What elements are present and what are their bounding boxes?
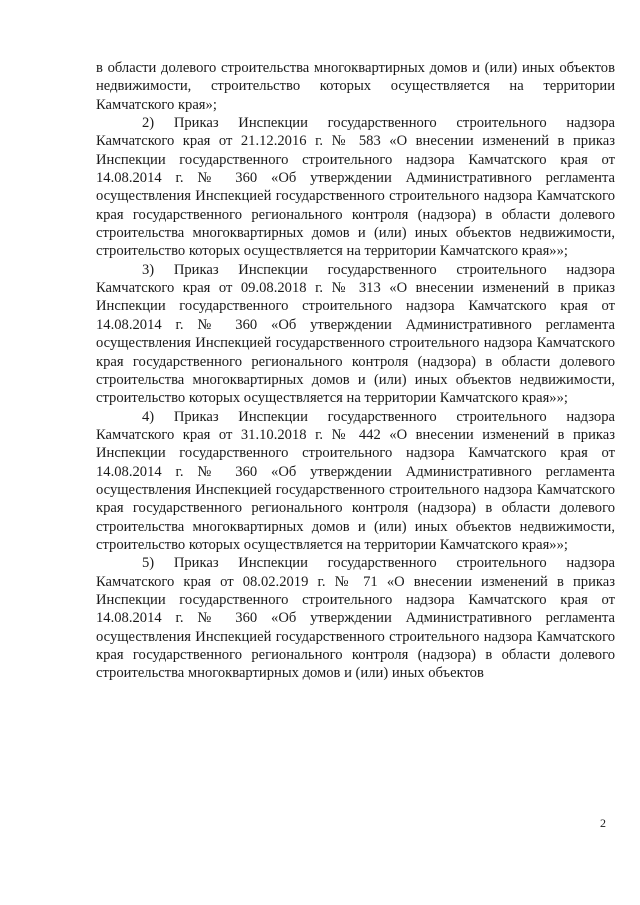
paragraph-item-5: 5) Приказ Инспекции государственного строительного надзора Камчатского края от 08.02.2019 г. № 71 «О внесении изменений в приказ Инспекции государственного строительного надзора Камчатского края от 14.08.2014 г. № 360 «Об утверждении Административного регламента осуществления Инспекцией государственного строительного надзора Камчатского края государственного регионального контроля (надзора) в области долевого строительства многоквартирных домов и (или) иных объектов — [96, 555, 615, 682]
paragraph-continuation: в области долевого строительства многоквартирных домов и (или) иных объектов недвижимости, строительство которых осуществляется на территории Камчатского края»; — [96, 60, 615, 113]
paragraph-item-3: 3) Приказ Инспекции государственного строительного надзора Камчатского края от 09.08.2018 г. № 313 «О внесении изменений в приказ Инспекции государственного строительного надзора Камчатского края от 14.08.2014 г. № 360 «Об утверждении Административного регламента осуществления Инспекцией государственного строительного надзора Камчатского края государственного регионального контроля (надзора) в области долевого строительства многоквартирных домов и (или) иных объектов недвижимости, строительство которых осуществляется на территории Камчатского края»»; — [96, 261, 615, 407]
document-body — [96, 59, 615, 683]
page-number: 2 — [600, 816, 606, 830]
paragraph-item-4: 4) Приказ Инспекции государственного строительного надзора Камчатского края от 31.10.2018 г. № 442 «О внесении изменений в приказ Инспекции государственного строительного надзора Камчатского края от 14.08.2014 г. № 360 «Об утверждении Административного регламента осуществления Инспекцией государственного строительного надзора Камчатского края государственного регионального контроля (надзора) в области долевого строительства многоквартирных домов и (или) иных объектов недвижимости, строительство которых осуществляется на территории Камчатского края»»; — [96, 408, 615, 553]
paragraph-item-2: 2) Приказ Инспекции государственного строительного надзора Камчатского края от 21.12.2016 г. № 583 «О внесении изменений в приказ Инспекции государственного строительного надзора Камчатского края от 14.08.2014 г. № 360 «Об утверждении Административного регламента осуществления Инспекцией государственного строительного надзора Камчатского края государственного регионального контроля (надзора) в области долевого строительства многоквартирных домов и (или) иных объектов недвижимости, строительство которых осуществляется на территории Камчатского края»»; — [96, 115, 615, 260]
